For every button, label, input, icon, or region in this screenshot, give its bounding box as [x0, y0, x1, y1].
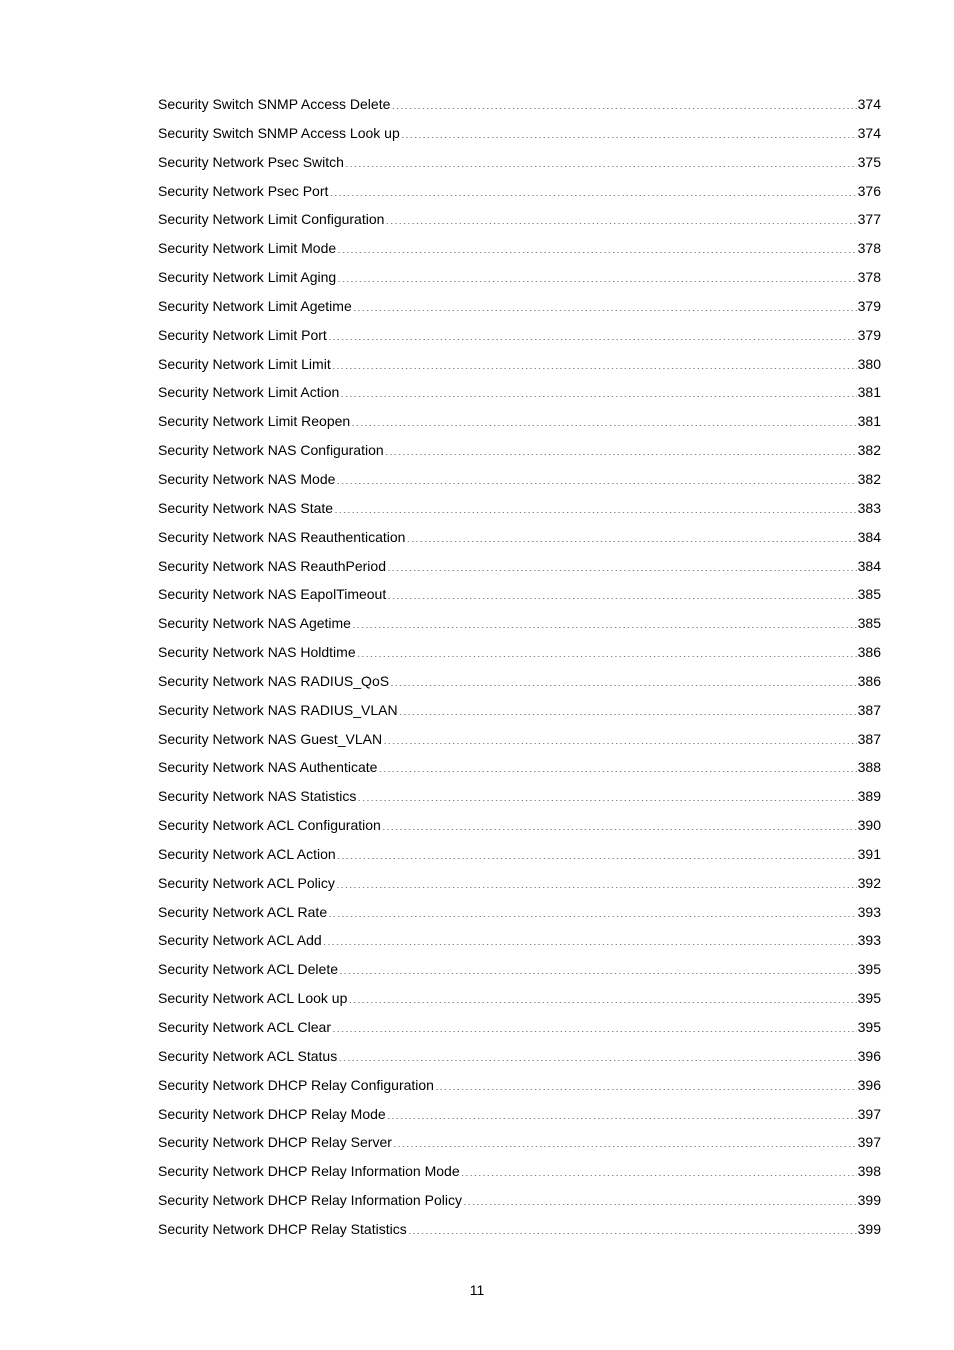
dot-leader: [408, 1220, 857, 1234]
toc-entry-title[interactable]: Security Network ACL Look up: [158, 990, 348, 1007]
toc-entry-title[interactable]: Security Network NAS Authenticate: [158, 759, 378, 776]
dot-leader: [406, 528, 856, 542]
toc-entry-page-number[interactable]: 374: [857, 96, 881, 112]
dot-leader: [328, 326, 857, 340]
dot-leader: [393, 1133, 857, 1147]
toc-entry-page-number[interactable]: 378: [857, 269, 881, 286]
dot-leader: [336, 874, 857, 888]
toc-entry-title[interactable]: Security Network Limit Port: [158, 326, 327, 343]
dot-leader: [345, 153, 857, 167]
toc-entry-page-number[interactable]: 393: [857, 932, 881, 949]
toc-entry-title[interactable]: Security Network NAS Statistics: [158, 788, 357, 805]
toc-entry-title[interactable]: Security Network NAS Reauthentication: [158, 528, 406, 545]
dot-leader: [332, 355, 857, 369]
dot-leader: [390, 672, 857, 686]
toc-entry-page-number[interactable]: 380: [857, 355, 881, 372]
toc-entry-page-number[interactable]: 383: [857, 499, 881, 516]
toc-entry[interactable]: [158, 696, 881, 725]
page-number: 11: [469, 1282, 485, 1298]
toc-entry-title[interactable]: Security Network Limit Agetime: [158, 297, 352, 314]
dot-leader: [353, 297, 857, 311]
table-of-contents: [158, 90, 881, 1244]
toc-entry[interactable]: [158, 609, 881, 638]
toc-entry-page-number[interactable]: 396: [857, 1047, 881, 1064]
toc-entry-page-number[interactable]: 382: [857, 442, 881, 459]
toc-entry-page-number[interactable]: 378: [857, 240, 881, 257]
toc-entry-title[interactable]: Security Network ACL Delete: [158, 961, 338, 978]
toc-entry-title[interactable]: Security Network DHCP Relay Statistics: [158, 1220, 407, 1237]
toc-entry-page-number[interactable]: 395: [857, 961, 881, 978]
toc-entry-title[interactable]: Security Switch SNMP Access Look up: [158, 124, 400, 141]
toc-entry-title[interactable]: Security Network NAS Configuration: [158, 442, 384, 459]
dot-leader: [399, 701, 857, 715]
toc-entry-page-number[interactable]: 384: [857, 528, 881, 545]
toc-entry[interactable]: [158, 552, 881, 581]
toc-entry[interactable]: [158, 1071, 881, 1100]
toc-entry-page-number[interactable]: 393: [857, 903, 881, 920]
toc-entry[interactable]: [158, 869, 881, 898]
dot-leader: [385, 210, 856, 224]
dot-leader: [323, 931, 857, 945]
toc-entry-title[interactable]: Security Network NAS RADIUS_QoS: [158, 672, 390, 689]
toc-entry-title[interactable]: Security Network Limit Limit: [158, 355, 331, 372]
toc-entry-page-number[interactable]: 381: [857, 413, 881, 430]
dot-leader: [340, 383, 856, 397]
dot-leader: [391, 95, 856, 109]
toc-entry-title[interactable]: Security Network ACL Policy: [158, 874, 335, 891]
toc-entry-page-number[interactable]: 382: [857, 470, 881, 487]
dot-leader: [348, 989, 856, 1003]
toc-entry[interactable]: [158, 436, 881, 465]
toc-entry-page-number[interactable]: 395: [857, 1019, 881, 1035]
toc-entry[interactable]: [158, 292, 881, 321]
toc-entry-title[interactable]: Security Network NAS Guest_VLAN: [158, 730, 383, 747]
toc-entry-page-number[interactable]: 399: [857, 1192, 881, 1209]
toc-entry[interactable]: [158, 898, 881, 927]
toc-entry-page-number[interactable]: 395: [857, 990, 881, 1007]
toc-entry[interactable]: [158, 926, 881, 955]
toc-entry[interactable]: [158, 321, 881, 350]
toc-entry[interactable]: [158, 407, 881, 436]
toc-entry-title[interactable]: Security Network Limit Mode: [158, 240, 337, 257]
toc-entry[interactable]: [158, 1042, 881, 1071]
toc-entry-page-number[interactable]: 379: [857, 297, 881, 314]
toc-entry-page-number[interactable]: 386: [857, 644, 881, 661]
toc-entry[interactable]: [158, 667, 881, 696]
dot-leader: [337, 268, 856, 282]
toc-entry-title[interactable]: Security Network NAS Agetime: [158, 615, 351, 632]
dot-leader: [339, 960, 857, 974]
toc-entry[interactable]: [158, 523, 881, 552]
toc-entry-page-number[interactable]: 397: [857, 1134, 881, 1151]
toc-entry-page-number[interactable]: 389: [857, 788, 881, 805]
toc-entry-title[interactable]: Security Network NAS State: [158, 499, 334, 516]
dot-leader: [328, 903, 857, 917]
toc-entry-title[interactable]: Security Network ACL Clear: [158, 1019, 331, 1035]
toc-entry[interactable]: [158, 177, 881, 206]
toc-entry[interactable]: [158, 580, 881, 609]
dot-leader: [352, 614, 857, 628]
toc-entry-page-number[interactable]: 374: [857, 124, 881, 141]
toc-entry-page-number[interactable]: 397: [857, 1105, 881, 1122]
toc-entry[interactable]: [158, 494, 881, 523]
dot-leader: [337, 845, 857, 859]
toc-entry-page-number[interactable]: 379: [857, 326, 881, 343]
toc-entry-title[interactable]: Security Switch SNMP Access Delete: [158, 96, 391, 112]
toc-entry[interactable]: [158, 955, 881, 984]
toc-entry-title[interactable]: Security Network NAS RADIUS_VLAN: [158, 701, 398, 718]
toc-entry-title[interactable]: Security Network NAS ReauthPeriod: [158, 557, 386, 574]
toc-entry-title[interactable]: Security Network ACL Configuration: [158, 817, 381, 834]
toc-entry-title[interactable]: Security Network DHCP Relay Information Policy: [158, 1192, 462, 1209]
toc-entry[interactable]: [158, 1215, 881, 1244]
toc-entry-title[interactable]: Security Network ACL Action: [158, 845, 336, 862]
dot-leader: [463, 1191, 857, 1205]
toc-entry-page-number[interactable]: 396: [857, 1076, 881, 1093]
toc-entry-title[interactable]: Security Network Limit Configuration: [158, 211, 385, 228]
toc-entry-title[interactable]: Security Network Psec Port: [158, 182, 329, 199]
dot-leader: [387, 1105, 857, 1119]
toc-entry-title[interactable]: Security Network ACL Add: [158, 932, 322, 949]
toc-entry[interactable]: [158, 1157, 881, 1186]
toc-entry[interactable]: [158, 263, 881, 292]
toc-entry[interactable]: [158, 840, 881, 869]
dot-leader: [337, 239, 856, 253]
toc-entry[interactable]: [158, 753, 881, 782]
toc-entry-page-number[interactable]: 384: [857, 557, 881, 574]
dot-leader: [329, 182, 856, 196]
toc-entry-title[interactable]: Security Network DHCP Relay Configuration: [158, 1076, 434, 1093]
toc-entry[interactable]: [158, 984, 881, 1013]
dot-leader: [435, 1076, 857, 1090]
dot-leader: [401, 124, 857, 138]
toc-entry-page-number[interactable]: 390: [857, 817, 881, 834]
dot-leader: [461, 1162, 857, 1176]
dot-leader: [338, 1047, 856, 1061]
toc-entry[interactable]: [158, 350, 881, 379]
toc-entry[interactable]: [158, 638, 881, 667]
dot-leader: [336, 470, 856, 484]
toc-entry-title[interactable]: Security Network NAS EapolTimeout: [158, 586, 387, 603]
dot-leader: [387, 585, 856, 599]
toc-entry-title[interactable]: Security Network ACL Rate: [158, 903, 328, 920]
toc-entry-page-number[interactable]: 398: [857, 1163, 881, 1180]
toc-entry[interactable]: [158, 148, 881, 177]
toc-entry-page-number[interactable]: 387: [857, 701, 881, 718]
toc-entry-page-number[interactable]: 375: [857, 153, 881, 170]
toc-entry[interactable]: [158, 725, 881, 754]
toc-entry-title[interactable]: Security Network DHCP Relay Mode: [158, 1105, 386, 1122]
dot-leader: [334, 499, 857, 513]
toc-entry-title[interactable]: Security Network NAS Mode: [158, 470, 336, 487]
toc-entry[interactable]: [158, 782, 881, 811]
toc-entry[interactable]: [158, 378, 881, 407]
dot-leader: [357, 787, 856, 801]
toc-entry-page-number[interactable]: 386: [857, 672, 881, 689]
toc-entry-page-number[interactable]: 387: [857, 730, 881, 747]
toc-entry[interactable]: [158, 465, 881, 494]
toc-entry[interactable]: [158, 234, 881, 263]
toc-entry[interactable]: [158, 205, 881, 234]
toc-entry-title[interactable]: Security Network Limit Reopen: [158, 413, 351, 430]
toc-entry[interactable]: [158, 1186, 881, 1215]
toc-entry-page-number[interactable]: 388: [857, 759, 881, 776]
toc-entry[interactable]: [158, 1013, 881, 1042]
dot-leader: [351, 412, 856, 426]
dot-leader: [383, 730, 857, 744]
toc-entry-title[interactable]: Security Network ACL Status: [158, 1047, 338, 1064]
toc-entry-title[interactable]: Security Network Psec Switch: [158, 153, 344, 170]
toc-entry-title[interactable]: Security Network DHCP Relay Server: [158, 1134, 392, 1151]
toc-entry-page-number[interactable]: 385: [857, 615, 881, 632]
dot-leader: [357, 643, 857, 657]
toc-entry[interactable]: [158, 1100, 881, 1129]
toc-entry-page-number[interactable]: 391: [857, 845, 881, 862]
toc-entry-page-number[interactable]: 376: [857, 182, 881, 199]
toc-entry[interactable]: [158, 811, 881, 840]
dot-leader: [385, 441, 857, 455]
toc-entry-title[interactable]: Security Network DHCP Relay Information Mode: [158, 1163, 460, 1180]
toc-entry[interactable]: [158, 90, 881, 119]
toc-entry-page-number[interactable]: 385: [857, 586, 881, 603]
toc-entry-page-number[interactable]: 399: [857, 1220, 881, 1237]
toc-entry-title[interactable]: Security Network Limit Aging: [158, 269, 337, 286]
toc-entry[interactable]: [158, 119, 881, 148]
toc-entry-title[interactable]: Security Network Limit Action: [158, 384, 340, 401]
dot-leader: [332, 1018, 857, 1032]
toc-entry-page-number[interactable]: 392: [857, 874, 881, 891]
dot-leader: [378, 758, 856, 772]
toc-entry-page-number[interactable]: 377: [857, 211, 881, 228]
dot-leader: [387, 557, 857, 571]
toc-entry-title[interactable]: Security Network NAS Holdtime: [158, 644, 356, 661]
toc-entry-page-number[interactable]: 381: [857, 384, 881, 401]
toc-entry[interactable]: [158, 1128, 881, 1157]
dot-leader: [382, 816, 857, 830]
